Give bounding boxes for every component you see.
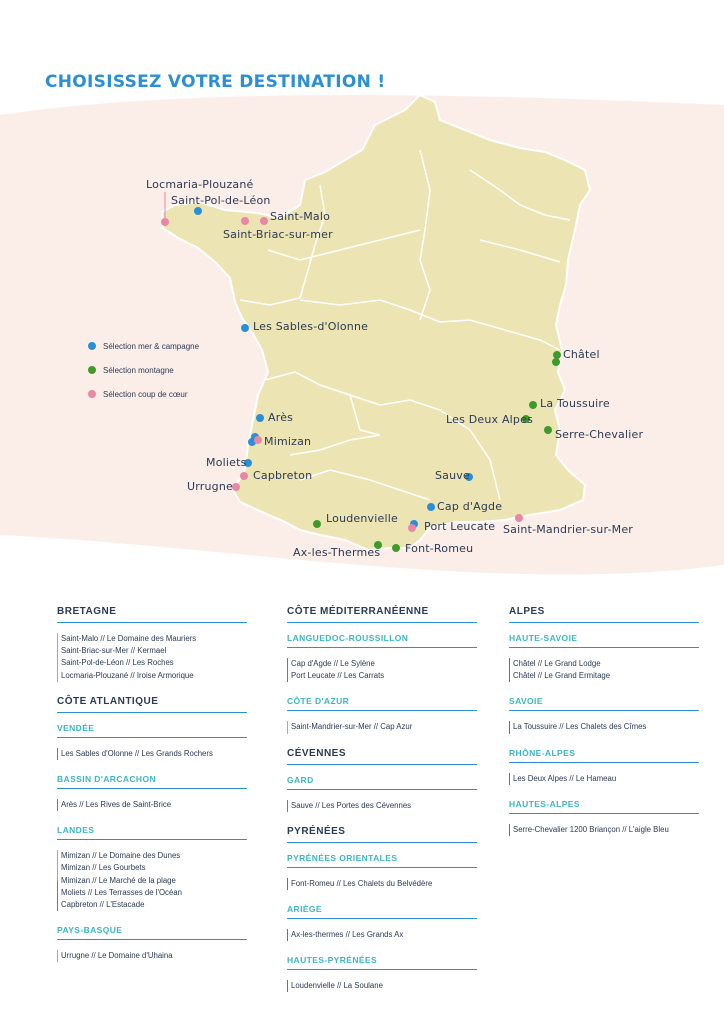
marker-urrugne [232, 483, 240, 491]
list-item[interactable]: Mimizan // Le Marché de la plage [61, 875, 176, 885]
list-item[interactable]: Urrugne // Le Domaine d'Uhaina [61, 951, 173, 961]
subregion-hautes-alpes: HAUTES-ALPES [509, 799, 699, 814]
legend-label: Sélection coup de cœur [103, 389, 188, 399]
list-item[interactable]: Mimizan // Les Gourbets [61, 863, 146, 873]
list-item[interactable]: Loudenvielle // La Soulane [291, 981, 383, 991]
subregion-azur: CÔTE D'AZUR [287, 696, 477, 711]
rhone-alpes-list [509, 773, 699, 785]
marker-saint-mandrier [515, 514, 523, 522]
directory-column-south [287, 606, 477, 1006]
haute-savoie-list [509, 658, 699, 682]
label-cap-agde: Cap d'Agde [437, 500, 503, 513]
list-item[interactable]: Les Deux Alpes // Le Hameau [513, 773, 617, 783]
subregion-gard: GARD [287, 775, 477, 790]
subregion-rhone-alpes: RHÔNE-ALPES [509, 748, 699, 763]
green-dot-icon [88, 366, 96, 374]
gard-list [287, 800, 477, 812]
marker-serre [544, 426, 552, 434]
marker-chatel-2 [552, 358, 560, 366]
savoie-list [509, 721, 699, 733]
list-item[interactable]: Port Leucate // Les Carrats [291, 671, 385, 681]
label-capbreton: Capbreton [253, 469, 313, 482]
pyrenees-orientales-list [287, 878, 477, 890]
marker-saint-malo [260, 217, 268, 225]
label-ares: Arès [268, 411, 294, 424]
list-item[interactable]: Ax-les-thermes // Les Grands Ax [291, 930, 404, 940]
list-item[interactable]: Saint-Mandrier-sur-Mer // Cap Azur [291, 722, 413, 732]
marker-toussuire [529, 401, 537, 409]
label-loudenvielle: Loudenvielle [326, 512, 398, 525]
basque-list [57, 950, 247, 962]
subregion-basque: PAYS-BASQUE [57, 925, 247, 940]
landes-list [57, 850, 247, 911]
list-item[interactable]: Serre-Chevalier 1200 Briançon // L'aigle Bleu [513, 824, 669, 834]
label-font-romeu: Font-Romeu [405, 542, 474, 555]
region-pyrenees: PYRÉNÉES [287, 826, 477, 843]
marker-font-romeu [392, 544, 400, 552]
languedoc-list [287, 658, 477, 682]
map-legend [88, 334, 199, 406]
list-item[interactable]: Moliets // Les Terrasses de l'Océan [61, 887, 182, 897]
region-atlantique: CÔTE ATLANTIQUE [57, 696, 247, 713]
label-urrugne: Urrugne [187, 480, 233, 493]
list-item[interactable]: Capbreton // L'Estacade [61, 900, 145, 910]
marker-saint-briac [241, 217, 249, 225]
list-item[interactable]: Locmaria-Plouzané // Iroise Armorique [61, 670, 194, 680]
subregion-languedoc: LANGUEDOC-ROUSSILLON [287, 633, 477, 648]
ariege-list [287, 929, 477, 941]
subregion-pyrenees-orientales: PYRÉNÉES ORIENTALES [287, 853, 477, 868]
subregion-haute-savoie: HAUTE-SAVOIE [509, 633, 699, 648]
list-item[interactable]: Saint-Pol-de-Léon // Les Roches [61, 658, 174, 668]
marker-port-leucate-pink [408, 524, 416, 532]
marker-chatel-1 [553, 351, 561, 359]
legend-item-heart [88, 382, 199, 406]
directory-column-alps [509, 606, 699, 850]
list-item[interactable]: Châtel // Le Grand Lodge [513, 659, 601, 668]
azur-list [287, 721, 477, 733]
label-chatel: Châtel [563, 348, 600, 361]
label-moliets: Moliets [206, 456, 247, 469]
label-saint-mandrier: Saint-Mandrier-sur-Mer [503, 523, 634, 536]
bretagne-list [57, 633, 247, 682]
list-item[interactable]: Mimizan // Le Domaine des Dunes [61, 851, 181, 861]
label-locmaria: Locmaria-Plouzané [146, 178, 254, 191]
subregion-landes: LANDES [57, 825, 247, 840]
vendee-list [57, 748, 247, 760]
subregion-vendee: VENDÉE [57, 723, 247, 738]
arcachon-list [57, 799, 247, 811]
label-serre: Serre-Chevalier [555, 428, 644, 441]
marker-saint-pol [194, 207, 202, 215]
page-title: CHOISISSEZ VOTRE DESTINATION ! [45, 72, 386, 92]
label-ax: Ax-les-Thermes [293, 546, 381, 559]
label-mimizan: Mimizan [264, 435, 312, 448]
label-toussuire: La Toussuire [540, 397, 610, 410]
blue-dot-icon [88, 342, 96, 350]
directory-column-west [57, 606, 247, 976]
label-saint-pol: Saint-Pol-de-Léon [171, 194, 271, 207]
legend-item-sea [88, 334, 199, 358]
marker-ares [256, 414, 264, 422]
legend-item-mountain [88, 358, 199, 382]
list-item[interactable]: Arès // Les Rives de Saint-Brice [61, 800, 172, 810]
pink-dot-icon [88, 390, 96, 398]
subregion-savoie: SAVOIE [509, 696, 699, 711]
label-saint-malo: Saint-Malo [270, 210, 331, 223]
hautes-pyrenees-list [287, 980, 477, 992]
marker-cap-agde [427, 503, 435, 511]
region-mediterranee: CÔTE MÉDITERRANÉENNE [287, 606, 477, 623]
region-alpes: ALPES [509, 606, 699, 623]
marker-mimizan-3 [254, 436, 262, 444]
label-sables: Les Sables-d'Olonne [253, 320, 369, 333]
label-port-leucate: Port Leucate [424, 520, 496, 533]
hautes-alpes-list [509, 824, 699, 836]
list-item[interactable]: La Toussuire // Les Chalets des Cîmes [513, 722, 647, 732]
marker-loudenvielle [313, 520, 321, 528]
subregion-hautes-pyrenees: HAUTES-PYRÉNÉES [287, 955, 477, 970]
region-bretagne: BRETAGNE [57, 606, 247, 623]
marker-sables [241, 324, 249, 332]
list-item[interactable]: Cap d'Agde // Le Sylène [291, 659, 375, 668]
legend-label: Sélection mer & campagne [103, 341, 200, 351]
marker-capbreton [240, 472, 248, 480]
label-sauve: Sauve [435, 469, 470, 482]
subregion-arcachon: BASSIN D'ARCACHON [57, 774, 247, 789]
label-saint-briac: Saint-Briac-sur-mer [223, 228, 333, 241]
subregion-ariege: ARIÈGE [287, 904, 477, 919]
label-deux-alpes: Les Deux Alpes [446, 413, 534, 426]
legend-label: Sélection montagne [103, 365, 174, 375]
list-item[interactable]: Les Sables d'Olonne // Les Grands Rochers [61, 748, 213, 758]
region-cevennes: CÉVENNES [287, 748, 477, 765]
list-item[interactable]: Font-Romeu // Les Chalets du Belvédère [291, 878, 433, 888]
list-item[interactable]: Saint-Briac-sur-Mer // Kermael [61, 646, 167, 656]
list-item[interactable]: Sauve // Les Portes des Cévennes [291, 800, 412, 810]
list-item[interactable]: Châtel // Le Grand Ermitage [513, 671, 611, 681]
list-item[interactable]: Saint-Malo // Le Domaine des Mauriers [61, 634, 197, 643]
